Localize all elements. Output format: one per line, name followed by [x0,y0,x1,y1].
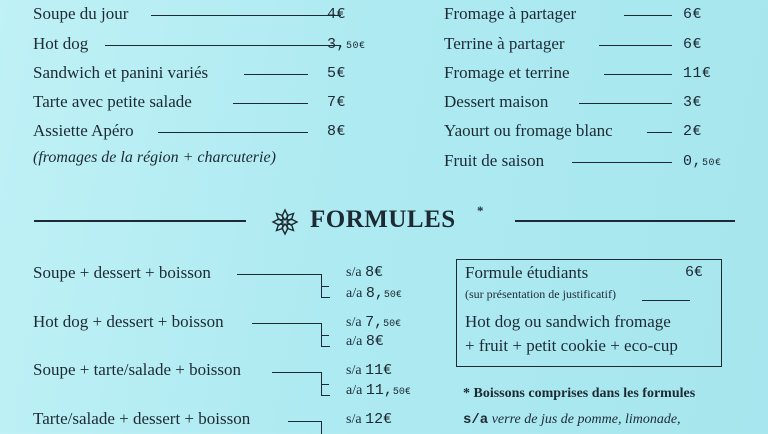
menu-item-name: Yaourt ou fromage blanc [444,121,613,140]
menu-item-yaourt [444,120,744,142]
student-formula-condition: (sur présentation de justificatif) [465,287,616,301]
formule-name: Tarte/salade + dessert + boisson [33,409,251,428]
menu-item-assiette-apero [33,120,363,142]
menu-item-price: 6€ [683,36,703,53]
formule-connector [321,335,329,336]
formule-price-sa: s/a 11€ [346,362,393,379]
menu-item-name: Fruit de saison [444,151,545,170]
menu-item-soupe [33,3,363,25]
formule-connector [321,384,329,385]
student-formula-box [456,259,722,367]
student-formula-line2: + fruit + petit cookie + eco-cup [465,336,678,355]
leader-line [105,45,341,46]
menu-item-price: 6€ [683,6,703,23]
leader-line [599,45,672,46]
menu-item-name: Sandwich et panini variés [33,63,209,82]
menu-item-price: 3,50€ [327,36,366,53]
drinks-note-title: * Boissons comprises dans les formules [463,386,696,401]
formule-name: Hot dog + dessert + boisson [33,312,224,331]
formule-connector [252,323,322,336]
menu-item-name: Fromage à partager [444,4,577,23]
section-rule-left [34,220,246,222]
leader-line [647,132,672,133]
formule-name: Soupe + tarte/salade + boisson [33,360,242,379]
formule-name: Soupe + dessert + boisson [33,263,211,282]
student-formula-line1: Hot dog ou sandwich fromage [465,312,671,331]
formule-connector [321,335,330,347]
menu-item-fromage-partager [444,3,744,25]
menu-item-price: 3€ [683,94,703,111]
menu-item-dessert-maison [444,91,744,113]
menu-item-price: 11€ [683,65,712,82]
leader-line [151,15,341,16]
leader-line [158,132,308,133]
section-rule-right [515,220,735,222]
section-title [270,205,500,237]
flower-icon [270,207,300,237]
student-formula-title: Formule étudiants [465,263,589,282]
formule-price-sa: s/a 12€ [346,411,393,428]
formule-connector [321,384,330,396]
menu-item-name: Fromage et terrine [444,63,570,82]
section-title-asterisk: * [477,203,484,218]
leader-line [604,74,672,75]
menu-item-price: 7€ [327,94,347,111]
formule-price-aa: a/a 8€ [346,333,384,350]
menu-item-hot-dog [33,33,373,55]
leader-line [572,162,672,163]
menu-item-price: 2€ [683,123,703,140]
formule-connector [321,286,330,298]
menu-item-fromage-terrine [444,62,744,84]
menu-item-fruit-saison [444,150,754,172]
leader-line [244,74,308,75]
menu-item-terrine-partager [444,33,744,55]
signature-line [642,300,690,301]
menu-item-price: 5€ [327,65,347,82]
section-title-text: FORMULES [310,206,456,233]
menu-item-name: Tarte avec petite salade [33,92,192,111]
formule-connector [321,286,329,287]
leader-line [233,103,308,104]
formule-price-aa: a/a 8,50€ [346,285,402,302]
formule-price-aa: a/a 11,50€ [346,382,411,399]
menu-item-name: Assiette Apéro [33,121,134,140]
menu-item-sandwich [33,62,363,84]
menu-item-price: 0,50€ [683,153,722,170]
menu-item-name: Terrine à partager [444,34,565,53]
formule-price-sa: s/a 7,50€ [346,314,402,331]
assiette-note: (fromages de la région + charcuterie) [33,149,276,166]
menu-item-name: Soupe du jour [33,4,129,23]
menu-item-tarte [33,91,363,113]
menu-item-name: Hot dog [33,34,89,53]
menu-item-price: 8€ [327,123,347,140]
drinks-note-detail: s/a verre de jus de pomme, limonade, [463,412,681,428]
formule-connector [288,421,322,434]
formule-connector [272,372,322,385]
leader-line [624,15,672,16]
formule-price-sa: s/a 8€ [346,264,384,281]
menu-item-name: Dessert maison [444,92,549,111]
menu-item-price: 4€ [327,6,347,23]
leader-line [579,103,672,104]
student-formula-price: 6€ [685,264,704,281]
formule-connector [237,274,322,287]
